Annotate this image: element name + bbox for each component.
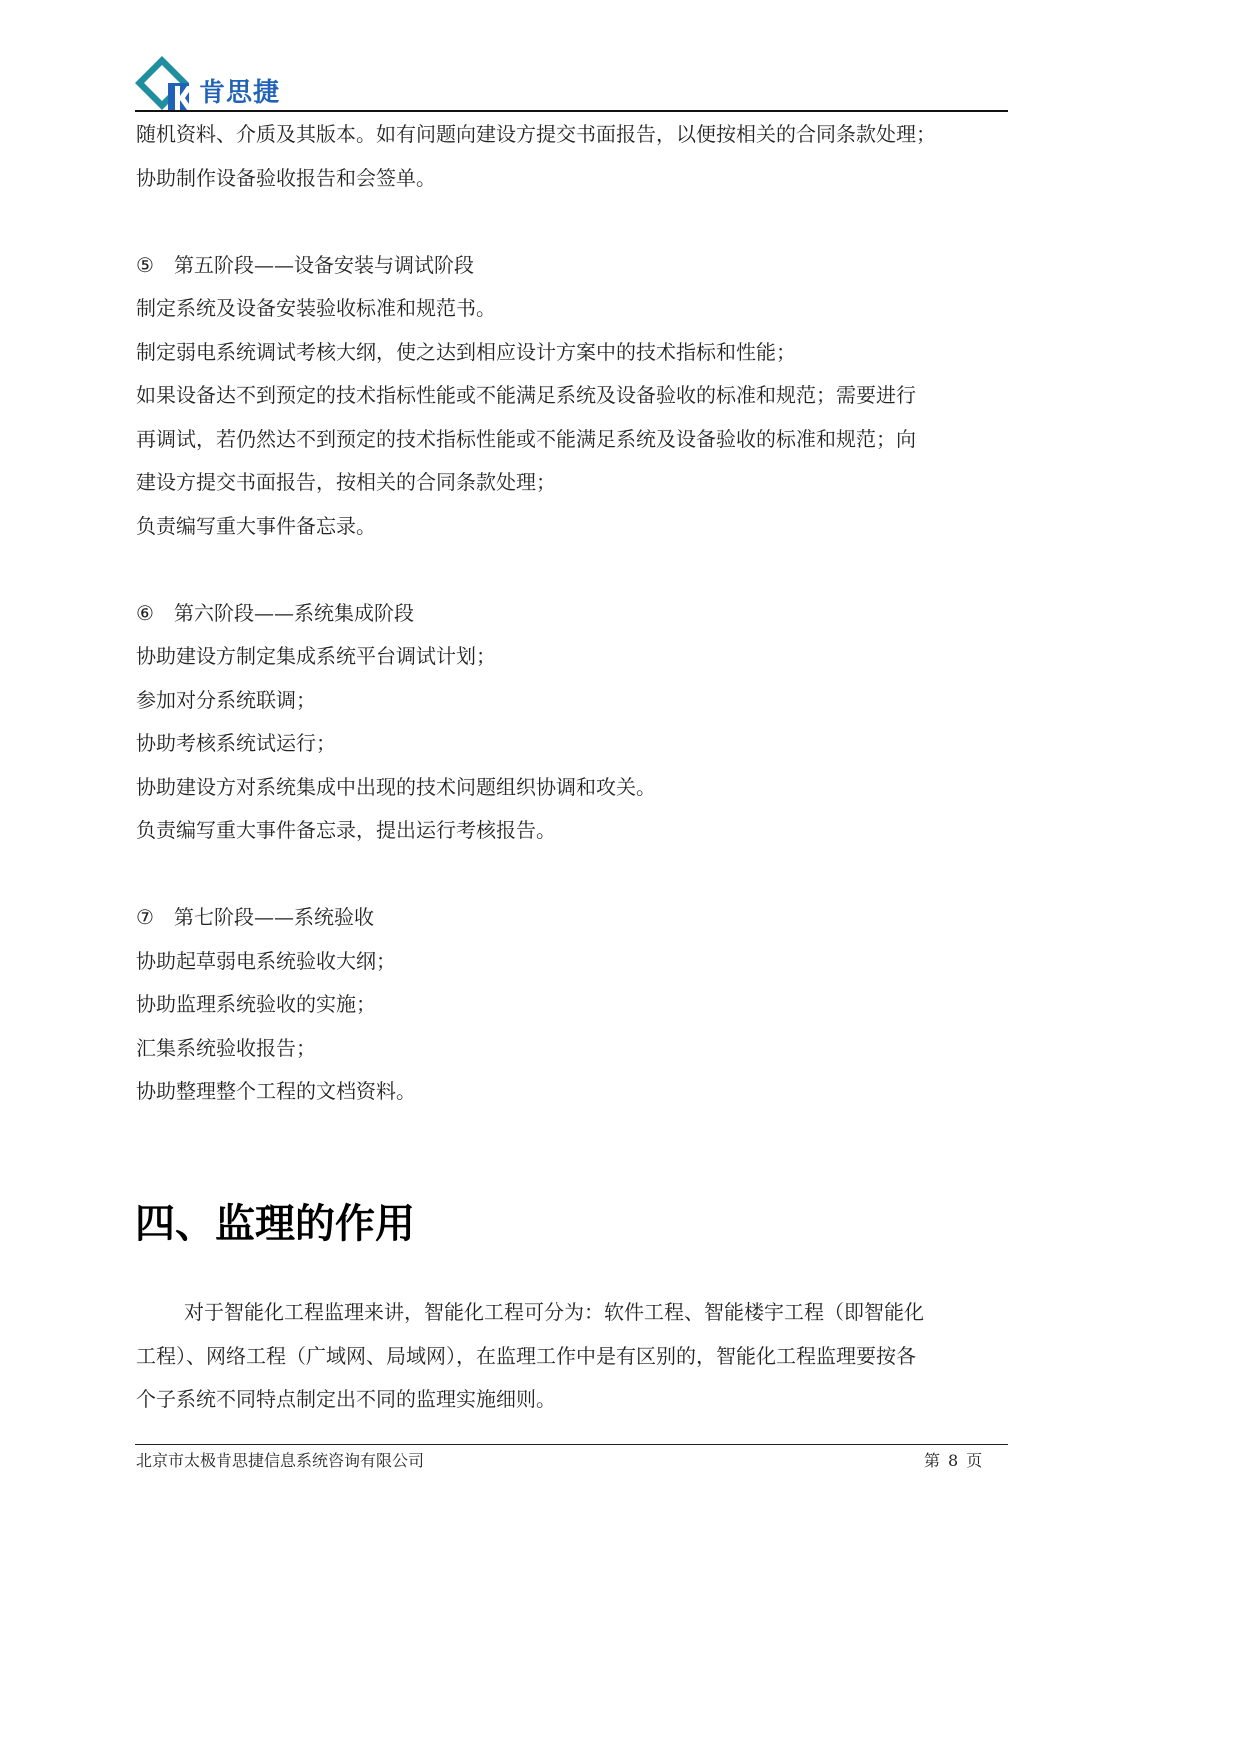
stage-7-line: 汇集系统验收报告； [136,1035,316,1060]
document-body [136,113,1008,1114]
page-prefix: 第 [924,1451,941,1470]
paragraph-line: 工程）、网络工程（广域网、局域网），在监理工作中是有区别的，智能化工程监理要按各 [136,1343,916,1368]
stage-7-line: 协助监理系统验收的实施； [136,992,376,1016]
section-heading: 四、监理的作用 [135,1200,415,1247]
stage-6-line: 协助建设方对系统集成中出现的技术问题组织协调和攻关。 [136,774,656,799]
stage-5-line: 如果设备达不到预定的技术指标性能或不能满足系统及设备验收的标准和规范；需要进行 [136,383,916,407]
blank-line [136,200,1008,244]
logo-mark-icon [135,56,197,110]
stage-5-heading [136,244,1008,288]
stage-title: 第七阶段——系统验收 [174,905,374,929]
page-number-value: 8 [948,1451,959,1470]
paragraph-line: 对于智能化工程监理来讲，智能化工程可分为：软件工程、智能楼宇工程（即智能化 [184,1300,924,1324]
body-line: 随机资料、介质及其版本。如有问题向建设方提交书面报告，以便按相关的合同条款处理； [136,122,936,146]
stage-5-line: 再调试，若仍然达不到预定的技术指标性能或不能满足系统及设备验收的标准和规范；向 [136,426,916,451]
page-suffix: 页 [966,1451,983,1470]
logo-text: 肯思捷 [199,78,281,108]
stage-number: ⑤ [136,252,154,277]
stage-5-line: 制定系统及设备安装验收标准和规范书。 [136,296,496,320]
page-number [920,1450,986,1472]
blank-line [136,853,1008,897]
paragraph-line: 个子系统不同特点制定出不同的监理实施细则。 [136,1387,556,1411]
stage-number: ⑥ [136,600,154,625]
header-rule [135,110,1008,112]
section-paragraph [136,1291,1008,1422]
footer-company: 北京市太极肯思捷信息系统咨询有限公司 [136,1451,425,1470]
stage-title: 第六阶段——系统集成阶段 [174,600,414,625]
stage-6-line: 协助建设方制定集成系统平台调试计划； [136,644,496,668]
stage-6-heading [136,592,1008,636]
body-line: 协助制作设备验收报告和会签单。 [136,165,436,190]
stage-6-line: 参加对分系统联调； [136,687,316,712]
stage-5-line: 制定弱电系统调试考核大纲，使之达到相应设计方案中的技术指标和性能； [136,339,796,364]
stage-number: ⑦ [136,905,154,929]
stage-7-line: 协助整理整个工程的文档资料。 [136,1079,416,1103]
blank-line [136,548,1008,592]
stage-title: 第五阶段——设备安装与调试阶段 [174,252,474,277]
company-logo [135,56,315,110]
stage-5-line: 建设方提交书面报告，按相关的合同条款处理； [136,470,556,494]
stage-6-line: 负责编写重大事件备忘录，提出运行考核报告。 [136,818,556,842]
stage-6-line: 协助考核系统试运行； [136,731,336,755]
stage-7-heading [136,896,1008,940]
stage-5-line: 负责编写重大事件备忘录。 [136,513,376,538]
stage-7-line: 协助起草弱电系统验收大纲； [136,948,396,973]
footer-rule [135,1444,1008,1445]
